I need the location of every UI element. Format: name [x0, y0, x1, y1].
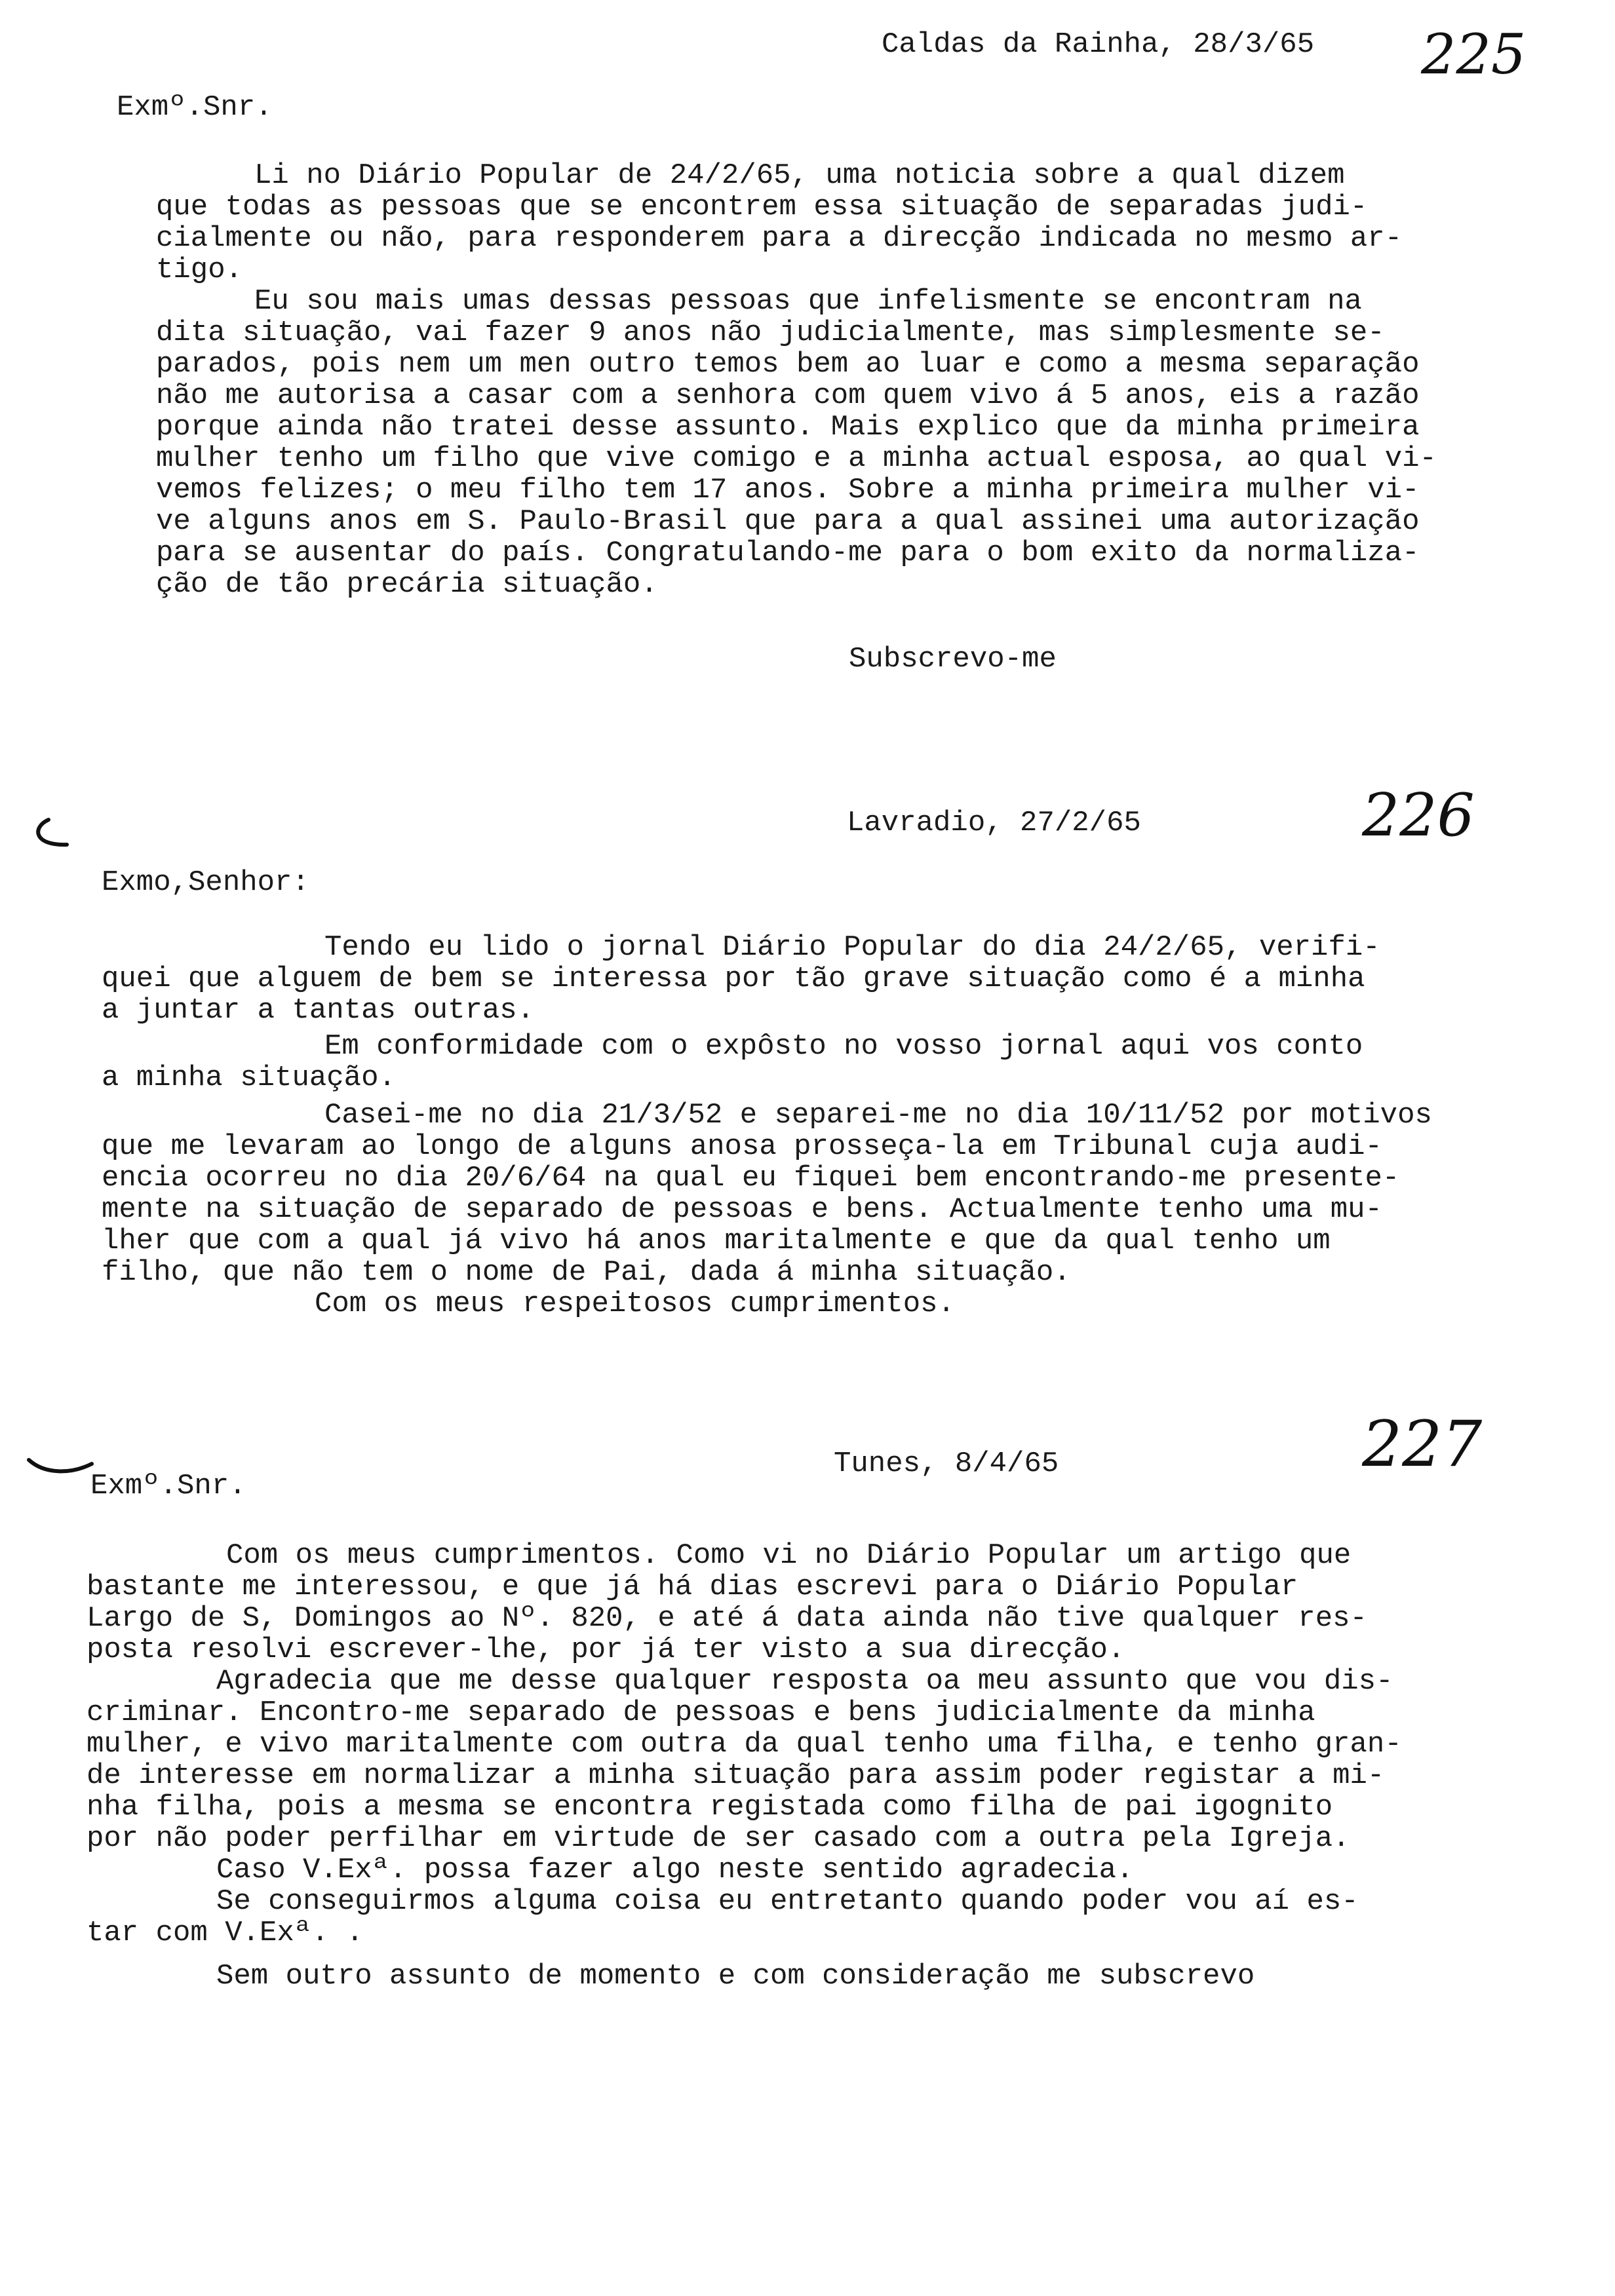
letter-1-line: ção de tão precária situação.: [156, 568, 658, 601]
letter-1-line: tigo.: [156, 254, 243, 286]
letter-1-line: vemos felizes; o meu filho tem 17 anos. Sobre a minha primeira mulher vi-: [156, 474, 1420, 507]
letter-3-handwritten-number: 227: [1362, 1407, 1483, 1481]
letter-2-line: Com os meus respeitosos cumprimentos.: [315, 1288, 955, 1320]
letter-3-line: criminar. Encontro-me separado de pessoas e bens judicialmente da minha: [87, 1696, 1315, 1729]
letter-3-line: Sem outro assunto de momento e com consideração me subscrevo: [216, 1960, 1255, 1993]
letter-3-line: Caso V.Exª. possa fazer algo neste sentido agradecia.: [216, 1854, 1134, 1886]
letter-2-line: lher que com a qual já vivo há anos maritalmente e que da qual tenho um: [102, 1225, 1331, 1257]
letter-3-place-date: Tunes, 8/4/65: [834, 1447, 1059, 1480]
letter-3-line: bastante me interessou, e que já há dias escrevi para o Diário Popular: [87, 1571, 1298, 1603]
letter-3-line: por não poder perfilhar em virtude de ser casado com a outra pela Igreja.: [87, 1822, 1350, 1855]
letter-3-line: Agradecia que me desse qualquer resposta oa meu assunto que vou dis-: [216, 1665, 1393, 1698]
letter-2-line: Tendo eu lido o jornal Diário Popular do dia 24/2/65, verifi-: [324, 931, 1380, 964]
letter-3-line: Com os meus cumprimentos. Como vi no Diário Popular um artigo que: [226, 1539, 1352, 1572]
letter-3-line: Se conseguirmos alguma coisa eu entretanto quando poder vou aí es-: [216, 1885, 1359, 1918]
letter-2-line: a minha situação.: [102, 1062, 396, 1094]
letter-3-line: posta resolvi escrever-lhe, por já ter visto a sua direcção.: [87, 1634, 1125, 1666]
letter-1-line: Li no Diário Popular de 24/2/65, uma noticia sobre a qual dizem: [254, 159, 1345, 192]
letter-1-handwritten-number: 225: [1421, 22, 1527, 86]
letter-2-place-date: Lavradio, 27/2/65: [847, 807, 1141, 839]
letter-1-line: dita situação, vai fazer 9 anos não judicialmente, mas simplesmente se-: [156, 316, 1385, 349]
letter-2-handwritten-number: 226: [1362, 781, 1475, 850]
letter-3-salutation: Exmº.Snr.: [90, 1470, 246, 1502]
letter-2-salutation: Exmo,Senhor:: [102, 866, 309, 899]
letter-1-salutation: Exmº.Snr.: [117, 91, 273, 124]
margin-bracket-mark: [26, 816, 72, 855]
letter-3-line: nha filha, pois a mesma se encontra registada como filha de pai igognito: [87, 1791, 1333, 1824]
margin-bracket-mark: [25, 1455, 97, 1487]
letter-2-line: Casei-me no dia 21/3/52 e separei-me no dia 10/11/52 por motivos: [324, 1099, 1432, 1132]
letter-2-line: filho, que não tem o nome de Pai, dada á minha situação.: [102, 1256, 1071, 1289]
letter-2-line: Em conformidade com o expôsto no vosso jornal aqui vos conto: [324, 1030, 1363, 1063]
letter-1-line: cialmente ou não, para responderem para a direcção indicada no mesmo ar-: [156, 222, 1403, 255]
letter-1-line: que todas as pessoas que se encontrem essa situação de separadas judi-: [156, 191, 1368, 223]
letter-1-line: porque ainda não tratei desse assunto. Mais explico que da minha primeira: [156, 411, 1420, 444]
letter-3-line: de interesse em normalizar a minha situação para assim poder registar a mi-: [87, 1759, 1385, 1792]
letter-3-line: tar com V.Exª. .: [87, 1917, 364, 1949]
letter-2-line: quei que alguem de bem se interessa por tão grave situação como é a minha: [102, 963, 1365, 995]
letter-1-closing: Subscrevo-me: [849, 643, 1057, 676]
letter-1-line: não me autorisa a casar com a senhora com quem vivo á 5 anos, eis a razão: [156, 379, 1420, 412]
letter-3-line: mulher, e vivo maritalmente com outra da qual tenho uma filha, e tenho gran-: [87, 1728, 1402, 1761]
letter-2-line: mente na situação de separado de pessoas e bens. Actualmente tenho uma mu-: [102, 1193, 1382, 1226]
letter-1-line: Eu sou mais umas dessas pessoas que infelismente se encontram na: [254, 285, 1362, 318]
letter-1-line: para se ausentar do país. Congratulando-me para o bom exito da normaliza-: [156, 537, 1420, 569]
letter-2-line: encia ocorreu no dia 20/6/64 na qual eu fiquei bem encontrando-me presente-: [102, 1162, 1400, 1195]
letter-3-line: Largo de S, Domingos ao Nº. 820, e até á data ainda não tive qualquer res-: [87, 1602, 1367, 1635]
letter-2-line: a juntar a tantas outras.: [102, 994, 535, 1027]
letter-1-line: ve alguns anos em S. Paulo-Brasil que para a qual assinei uma autorização: [156, 505, 1420, 538]
letter-1-line: parados, pois nem um men outro temos bem ao luar e como a mesma separação: [156, 348, 1420, 381]
letter-1-place-date: Caldas da Rainha, 28/3/65: [882, 28, 1315, 61]
letter-2-line: que me levaram ao longo de alguns anosa prosseça-la em Tribunal cuja audi-: [102, 1130, 1382, 1163]
letter-1-line: mulher tenho um filho que vive comigo e a minha actual esposa, ao qual vi-: [156, 442, 1437, 475]
